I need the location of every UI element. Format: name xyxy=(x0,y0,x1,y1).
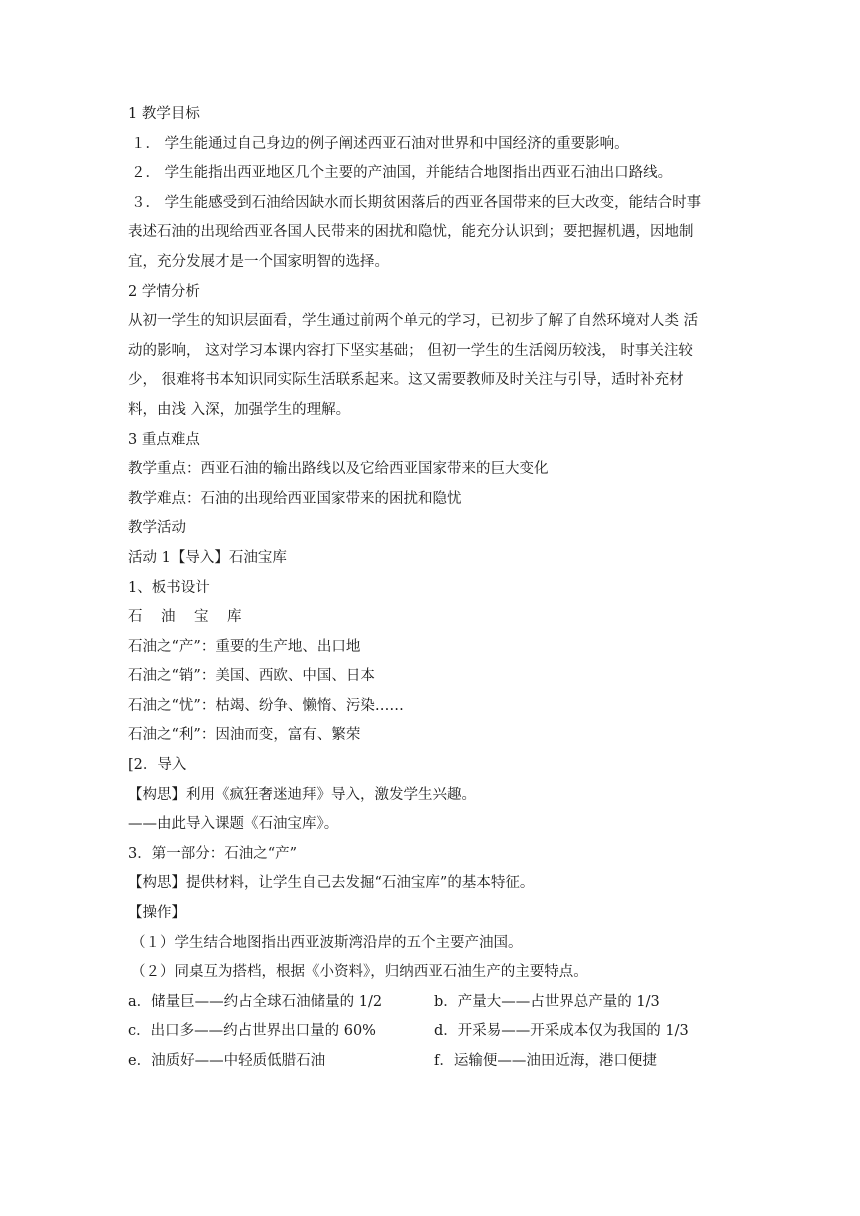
section-title-activities: 教学活动 xyxy=(128,520,186,537)
key-point-focus: 教学重点：西亚石油的输出路线以及它给西亚国家带来的巨大变化 xyxy=(128,461,549,478)
analysis-line-1: 从初一学生的知识层面看，学生通过前两个单元的学习，已初步了解了自然环境对人类 活 xyxy=(128,313,699,330)
feature-item: c．出口多——约占世界出口量的 60% xyxy=(128,1023,376,1040)
part-one-title: 3．第一部分：石油之“产” xyxy=(128,845,298,862)
goal-item-1: １． 学生能通过自己身边的例子阐述西亚石油对世界和中国经济的重要影响。 xyxy=(131,135,629,152)
goal-item-2: ２． 学生能指出西亚地区几个主要的产油国，并能结合地图指出西亚石油出口路线。 xyxy=(131,165,673,182)
analysis-line-4: 料，由浅 入深，加强学生的理解。 xyxy=(128,401,351,418)
board-heading xyxy=(128,603,728,633)
intro-line: 【构思】提供材料，让学生自己去发掘“石油宝库”的基本特征。 xyxy=(128,875,535,892)
board-line-benefits: 石油之“利”：因油而变，富有、繁荣 xyxy=(128,727,361,744)
feature-row xyxy=(128,988,728,1018)
board-heading-char: 库 xyxy=(227,609,242,626)
key-point-difficulty: 教学难点：石油的出现给西亚国家带来的困扰和隐忧 xyxy=(128,490,462,507)
board-line-production: 石油之“产”：重要的生产地、出口地 xyxy=(128,638,361,655)
operation-step-2: （２）同桌互为搭档，根据《小资料》，归纳西亚石油生产的主要特点。 xyxy=(131,964,588,981)
section-title-analysis: 2 学情分析 xyxy=(128,283,200,300)
goal-item-3-cont-1: 表述石油的出现给西亚各国人民带来的困扰和隐忧，能充分认识到；要把握机遇，因地制 xyxy=(128,224,694,241)
feature-item: e．油质好——中轻质低腊石油 xyxy=(128,1053,326,1069)
analysis-line-2: 动的影响， 这对学习本课内容打下坚实基础； 但初一学生的生活阅历较浅， 时事关注较 xyxy=(128,342,693,359)
board-design-title: 1、板书设计 xyxy=(128,579,210,596)
section-title-goals: 1 教学目标 xyxy=(128,106,200,122)
intro-line: [2．导入 xyxy=(128,757,187,774)
feature-item: a．储量巨——约占全球石油储量的 1/2 xyxy=(128,993,383,1010)
section-title-key-points: 3 重点难点 xyxy=(128,431,200,448)
board-line-sales: 石油之“销”：美国、西欧、中国、日本 xyxy=(128,668,375,685)
feature-item: f．运输便——油田近海，港口便捷 xyxy=(434,1053,657,1069)
goal-item-3-cont-2: 宜，充分发展才是一个国家明智的选择。 xyxy=(128,253,389,270)
feature-item: d．开采易——开采成本仅为我国的 1/3 xyxy=(434,1023,689,1040)
document-page xyxy=(128,100,728,1077)
feature-row xyxy=(128,1017,728,1047)
board-heading-char: 宝 xyxy=(194,609,209,626)
analysis-line-3: 少， 很难将书本知识同实际生活联系起来。这又需要教师及时关注与引导，适时补充材 xyxy=(128,372,684,389)
intro-line: ——由此导入课题《石油宝库》。 xyxy=(128,816,339,833)
board-heading-char: 石 xyxy=(128,609,143,626)
operation-title: 【操作】 xyxy=(128,905,186,922)
board-line-worries: 石油之“忧”：枯竭、纷争、懒惰、污染…… xyxy=(128,697,404,714)
board-heading-char: 油 xyxy=(161,609,176,626)
activity-1-title: 活动 1【导入】石油宝库 xyxy=(128,549,287,566)
intro-line: 【构思】利用《疯狂奢迷迪拜》导入，激发学生兴趣。 xyxy=(128,786,476,803)
feature-row xyxy=(128,1047,728,1077)
goal-item-3: ３． 学生能感受到石油给因缺水而长期贫困落后的西亚各国带来的巨大改变，能结合时事 xyxy=(131,194,702,211)
feature-item: b．产量大——占世界总产量的 1/3 xyxy=(434,993,660,1010)
operation-step-1: （１）学生结合地图指出西亚波斯湾沿岸的五个主要产油国。 xyxy=(131,934,523,951)
